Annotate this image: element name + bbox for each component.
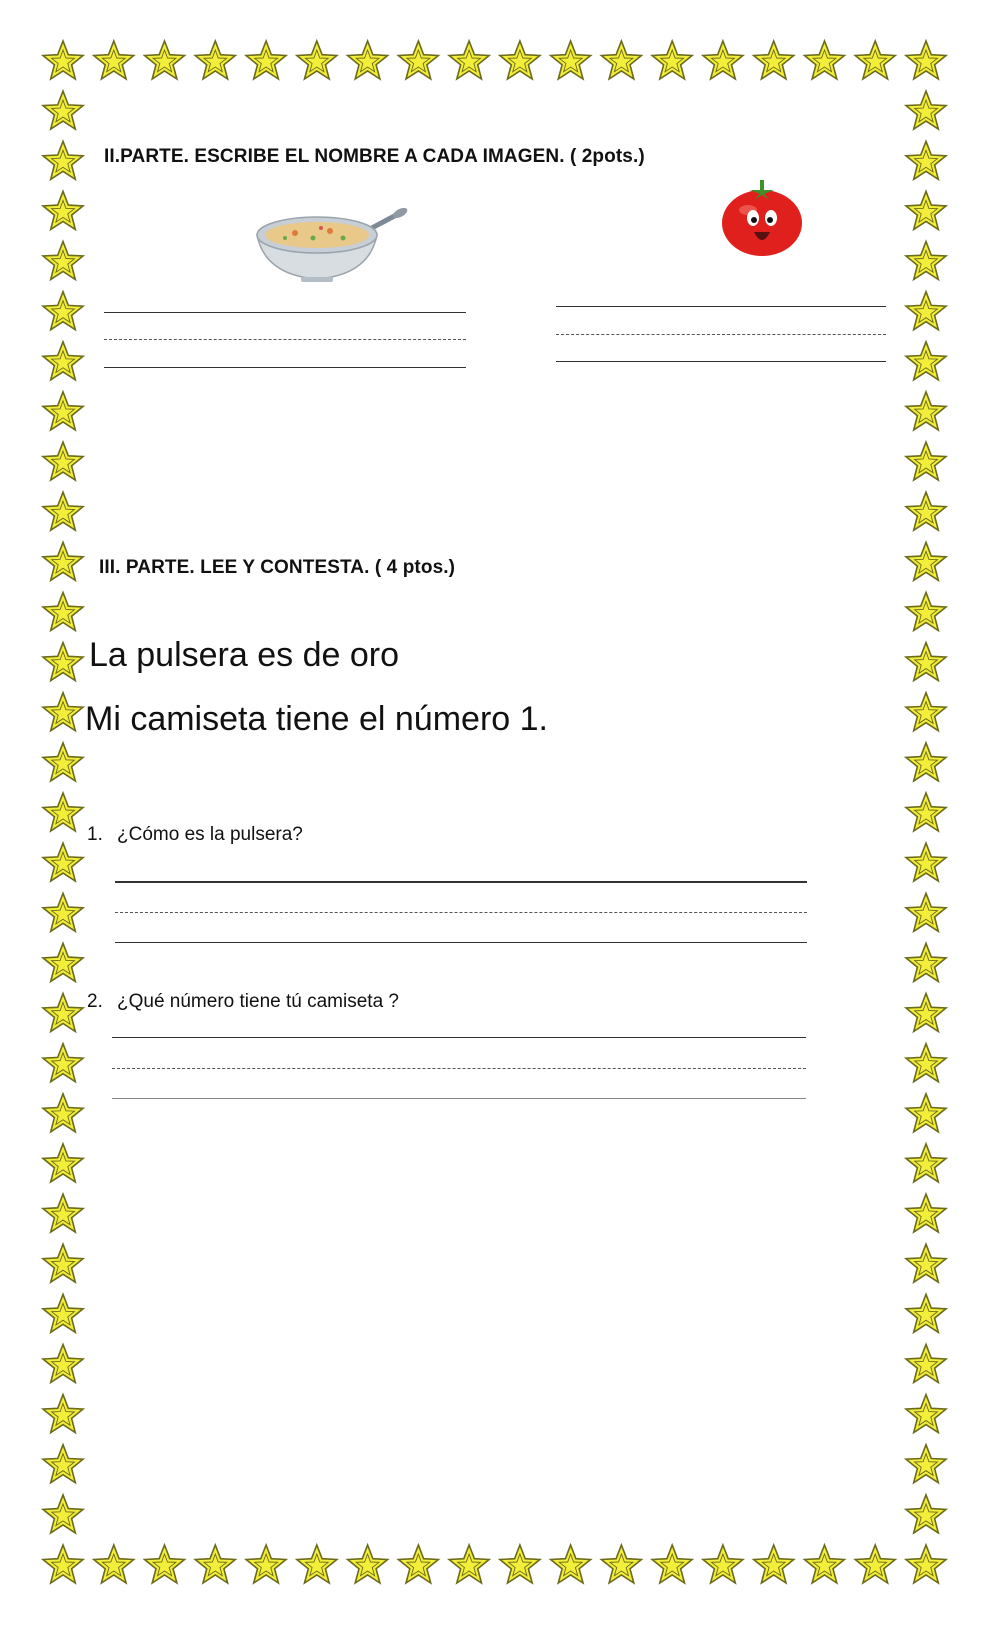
- section-3-heading: III. PARTE. LEE Y CONTESTA. ( 4 ptos.): [99, 557, 456, 578]
- star-icon: [43, 943, 83, 981]
- question-2: [87, 991, 399, 1013]
- question-1: [87, 824, 303, 846]
- star-icon: [94, 1545, 134, 1583]
- star-icon: [754, 41, 794, 79]
- star-icon: [703, 41, 743, 79]
- star-icon: [906, 994, 946, 1032]
- question-text: ¿Cómo es la pulsera?: [117, 824, 303, 845]
- star-icon: [43, 242, 83, 280]
- star-icon: [449, 1545, 489, 1583]
- star-icon: [906, 1094, 946, 1132]
- star-icon: [551, 1545, 591, 1583]
- answer-guide-line: [115, 912, 807, 913]
- answer-line[interactable]: [115, 881, 807, 883]
- star-icon: [398, 1545, 438, 1583]
- star-icon: [601, 41, 641, 79]
- star-icon: [906, 41, 946, 79]
- star-icon: [195, 41, 235, 79]
- star-icon: [906, 1294, 946, 1332]
- star-icon: [906, 693, 946, 731]
- question-number: 2.: [87, 991, 103, 1012]
- star-icon: [43, 994, 83, 1032]
- star-icon: [601, 1545, 641, 1583]
- star-icon: [43, 1545, 83, 1583]
- star-icon: [43, 1144, 83, 1182]
- star-icon: [94, 41, 134, 79]
- star-icon: [906, 1545, 946, 1583]
- star-icon: [43, 1044, 83, 1082]
- star-icon: [906, 943, 946, 981]
- star-icon: [43, 1294, 83, 1332]
- star-icon: [906, 1144, 946, 1182]
- star-icon: [43, 1395, 83, 1433]
- star-icon: [348, 1545, 388, 1583]
- star-icon: [43, 743, 83, 781]
- star-icon: [906, 442, 946, 480]
- star-icon: [43, 141, 83, 179]
- star-icon: [906, 191, 946, 229]
- star-icon: [906, 893, 946, 931]
- star-icon: [500, 41, 540, 79]
- star-icon: [43, 342, 83, 380]
- star-icon: [43, 593, 83, 631]
- answer-guide-line: [556, 334, 886, 335]
- star-icon: [805, 41, 845, 79]
- answer-line[interactable]: [556, 306, 886, 307]
- star-icon: [855, 1545, 895, 1583]
- star-icon: [43, 1345, 83, 1383]
- star-icon: [43, 41, 83, 79]
- star-icon: [906, 743, 946, 781]
- star-icon: [297, 1545, 337, 1583]
- star-icon: [43, 392, 83, 430]
- star-icon: [906, 1495, 946, 1533]
- star-icon: [906, 292, 946, 330]
- star-icon: [906, 392, 946, 430]
- star-icon: [906, 1244, 946, 1282]
- star-icon: [754, 1545, 794, 1583]
- star-icon: [652, 1545, 692, 1583]
- star-icon: [145, 41, 185, 79]
- answer-line[interactable]: [112, 1037, 806, 1038]
- star-icon: [246, 41, 286, 79]
- star-icon: [906, 1395, 946, 1433]
- star-icon: [906, 643, 946, 681]
- answer-line[interactable]: [104, 312, 466, 313]
- star-icon: [246, 1545, 286, 1583]
- star-icon: [551, 41, 591, 79]
- star-icon: [43, 492, 83, 530]
- star-icon: [43, 1244, 83, 1282]
- star-icon: [43, 91, 83, 129]
- star-icon: [43, 843, 83, 881]
- star-icon: [906, 141, 946, 179]
- answer-line[interactable]: [115, 942, 807, 943]
- star-icon: [500, 1545, 540, 1583]
- answer-line[interactable]: [556, 361, 886, 362]
- star-icon: [43, 643, 83, 681]
- star-icon: [43, 442, 83, 480]
- star-icon: [906, 1194, 946, 1232]
- tomato-icon: [720, 178, 804, 263]
- question-text: ¿Qué número tiene tú camiseta ?: [117, 991, 399, 1012]
- star-icon: [145, 1545, 185, 1583]
- section-2-heading: II.PARTE. ESCRIBE EL NOMBRE A CADA IMAGEN. ( 2pots.): [104, 146, 645, 167]
- star-icon: [43, 893, 83, 931]
- star-icon: [855, 41, 895, 79]
- star-icon: [906, 843, 946, 881]
- star-icon: [906, 793, 946, 831]
- star-icon: [906, 242, 946, 280]
- star-icon: [43, 1194, 83, 1232]
- star-icon: [195, 1545, 235, 1583]
- answer-line[interactable]: [112, 1098, 806, 1099]
- answer-guide-line: [104, 339, 466, 340]
- soup-bowl-icon: [255, 205, 415, 290]
- star-icon: [297, 41, 337, 79]
- star-icon: [906, 1345, 946, 1383]
- star-icon: [906, 1044, 946, 1082]
- star-icon: [652, 41, 692, 79]
- star-icon: [906, 1445, 946, 1483]
- star-icon: [43, 693, 83, 731]
- question-number: 1.: [87, 824, 103, 845]
- star-icon: [43, 1094, 83, 1132]
- reading-sentence: Mi camiseta tiene el número 1.: [85, 700, 548, 738]
- star-icon: [906, 342, 946, 380]
- star-icon: [43, 542, 83, 580]
- star-icon: [43, 1445, 83, 1483]
- star-icon: [805, 1545, 845, 1583]
- star-icon: [906, 593, 946, 631]
- star-icon: [348, 41, 388, 79]
- star-icon: [398, 41, 438, 79]
- star-icon: [906, 542, 946, 580]
- answer-line[interactable]: [104, 367, 466, 368]
- star-icon: [906, 91, 946, 129]
- star-icon: [43, 1495, 83, 1533]
- star-icon: [906, 492, 946, 530]
- star-icon: [43, 793, 83, 831]
- star-icon: [703, 1545, 743, 1583]
- reading-sentence: La pulsera es de oro: [89, 636, 399, 674]
- star-icon: [43, 191, 83, 229]
- star-icon: [43, 292, 83, 330]
- star-icon: [449, 41, 489, 79]
- answer-guide-line: [112, 1068, 806, 1069]
